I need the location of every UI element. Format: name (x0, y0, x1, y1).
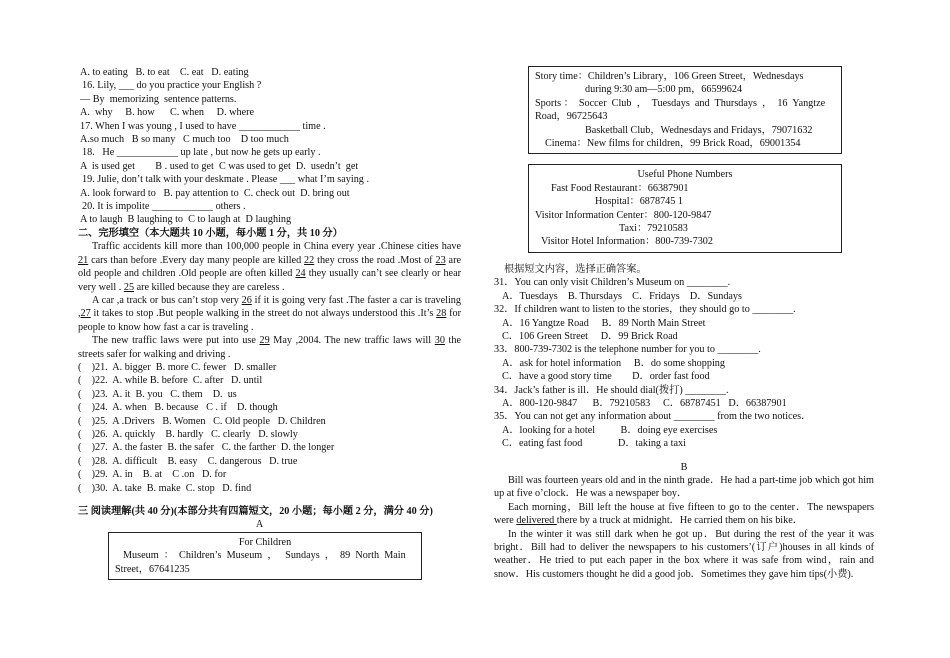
passage-b-paragraph-3: In the winter it was still dark when he got up．But during the rest of the year it was bright．Bill had to deliver the newspapers to his customers’(订户)houses in all kinds of weather．He tried to put each paper in the box where it was safe from wind，rain and snow．His customers thought he did a good job．Sometimes they gave him tips(小费). (494, 528, 874, 580)
rquestions-line: 33．800-739-7302 is the telephone number for you to ________. (494, 344, 761, 356)
rquestions-line: A．16 Yangtze Road B．89 North Main Street (502, 317, 706, 329)
left-pre-line: 19. Julie, don’t talk with your deskmate . Please ___ what I’m saying . (82, 174, 369, 186)
rquestions-line: 32．If children want to listen to the stories，they should go to ________. (494, 304, 796, 316)
blank-26: 26 (241, 294, 252, 306)
rquestions-line: A．looking for a hotel B．doing eye exercises (502, 424, 718, 436)
right-column (494, 66, 874, 581)
cloze-paragraph-2: A car ,a track or bus can’t stop very 26 if it is going very fast .The faster a car is traveling ,27 it takes to stop .But people walking in the street do not always understood this .It’s 28 for people to know how fast a car is traveling . (78, 294, 461, 333)
blank-29: 29 (259, 335, 270, 347)
rbox1-line: Story time：Children’s Library，106 Green Street，Wednesdays (535, 71, 804, 82)
rbox2-line: Hospital：6878745 1 (595, 196, 684, 208)
section3-letter: A (255, 519, 264, 531)
cloze-paragraph-3: The new traffic laws were put into use 29 May ,2004. The new traffic laws will 30 the streets safer for walking and driving . (78, 335, 462, 360)
rquestions-line: 35．You can not get any information about ________ from the two notices． (494, 411, 812, 423)
rbox2-line: Taxi：79210583 (619, 223, 688, 235)
blank-23: 23 (435, 254, 446, 266)
left-pre-line: 17. When I was young , I used to have ____________ time . (80, 120, 326, 132)
left-options-line: ( )27. A. the faster B. the safer C. the farther D. the longer (78, 442, 335, 454)
left-options-line: ( )28. A. difficult B. easy C. dangerous D. true (78, 455, 298, 467)
section2-title: 二、完形填空（本大题共 10 小题，每小题 1 分，共 10 分） (78, 227, 343, 239)
section3-title: 三 阅读理解(共 40 分)(本部分共有四篇短文，20 小题；每小题 2 分，满分 40 分) (78, 506, 433, 517)
left-options-line: ( )25. A .Drivers B. Women C. Old people D. Children (78, 415, 326, 427)
question-list-15-20 (78, 66, 461, 227)
left-pre-line: 16. Lily, ___ do you practice your English ? (82, 80, 262, 92)
left-pre-line: 18. He ____________ up late , but now he gets up early . (82, 147, 321, 159)
rbox2-line: Visitor Hotel Information：800-739-7302 (541, 236, 713, 248)
rbox1-line: Basketball Club，Wednesdays and Fridays，79071632 (585, 124, 813, 136)
blank-27: 27 (80, 308, 91, 320)
phone-list (535, 182, 835, 249)
left-pre-line: — By memorizing sentence patterns. (80, 93, 237, 105)
left-options-line: ( )23. A. it B. you C. them D. us (78, 388, 237, 400)
left-options-line: ( )21. A. bigger B. more C. fewer D. smaller (78, 361, 277, 373)
blank-21: 21 (78, 254, 89, 266)
left-options-line: ( )29. A. in B. at C .on D. for (78, 469, 227, 481)
rquestions-line: 31．You can only visit Children’s Museum on ________. (494, 277, 731, 289)
rbox1-line: Cinema：New films for children，99 Brick Road，69001354 (545, 138, 801, 150)
blank-28: 28 (436, 308, 447, 320)
left-column (78, 66, 461, 580)
left-options-line: ( )24. A. when B. because C . if D. though (78, 402, 278, 414)
left-options-line: ( )30. A. take B. make C. stop D. find (78, 482, 252, 494)
box-line-1: Museum ： Children’s Museum ， Sundays ， 89 North Main (123, 550, 406, 562)
rbox2-line: Fast Food Restaurant：66387901 (551, 182, 689, 194)
rbox1-line: Sports ： Soccer Club ， Tuesdays and Thursdays ， 16 Yangtze (535, 97, 826, 109)
left-pre-line: A. why B. how C. when D. where (80, 107, 255, 119)
rquestions-line: C．106 Green Street D．99 Brick Road (502, 330, 678, 342)
passage-b-paragraph-1: Bill was fourteen years old and in the ninth grade．He had a part-time job which got him up at five o’clock．He was a newspaper boy． (494, 474, 874, 500)
phone-box-title: Useful Phone Numbers (637, 169, 733, 181)
rbox2-line: Visitor Information Center：800-120-9847 (535, 209, 712, 221)
blank-25: 25 (123, 281, 135, 293)
underlined-word: delivered (516, 515, 557, 527)
section-b-letter: B (680, 461, 688, 473)
blank-24: 24 (295, 268, 306, 280)
activities-box (528, 66, 842, 154)
box-title: For Children (238, 536, 292, 548)
rquestions-line: 34．Jack’s father is ill．He should dial(拨打) ________. (494, 384, 729, 396)
rbox1-line: Road，96725643 (535, 111, 608, 123)
for-children-box (108, 532, 422, 580)
left-pre-line: A. look forward to B. pay attention to C. check out D. bring out (80, 187, 350, 199)
left-options-line: ( )26. A. quickly B. hardly C. clearly D. slowly (78, 428, 298, 440)
box-line-2: Street，67641235 (115, 563, 190, 575)
passage-b-paragraph-2: Each morning，Bill left the house at five fifteen to go to the center．The newspapers were delivered there by a truck at midnight．He carried them on his bike． (494, 501, 874, 527)
left-options-line: ( )22. A. while B. before C. after D. until (78, 375, 263, 387)
cloze-options (78, 361, 461, 495)
blank-30: 30 (434, 335, 445, 347)
rquestions-line: A．ask for hotel information B．do some shopping (502, 357, 725, 369)
rquestions-line: C．eating fast food D．taking a taxi (502, 438, 686, 450)
left-pre-line: A to laugh B laughing to C to laugh at D laughing (80, 214, 292, 226)
rquestions-line: A．800-120-9847 B．79210583 C．68787451 D．66387901 (502, 397, 787, 409)
left-pre-line: 20. It is impolite ____________ others . (82, 201, 246, 213)
instruction: 根据短文内容，选择正确答案。 (504, 263, 647, 275)
left-pre-line: A.so much B so many C much too D too much (80, 134, 289, 146)
left-pre-line: A. to eating B. to eat C. eat D. eating (80, 67, 249, 78)
rquestions-line: C．have a good story time D．order fast food (502, 371, 710, 383)
question-list-31-35 (494, 276, 874, 450)
phone-numbers-box (528, 164, 842, 252)
rbox1-line: during 9:30 am—5:00 pm，66599624 (585, 84, 743, 96)
left-pre-line: A is used get B . used to get C was used to get D. usedn’t get (80, 160, 359, 172)
blank-22: 22 (304, 254, 315, 266)
cloze-paragraph-1: Traffic accidents kill more than 100,000 people in China every year .Chinese cities have 21 cars than before .Every day many people are killed 22 they cross the road .Most of 23 are old people and children .Old people are often killed 24 they usually can’t see clearly or hear very well . 25 are killed because they are careless . (78, 241, 461, 293)
rquestions-line: A．Tuesdays B. Thursdays C．Fridays D．Sundays (502, 290, 742, 302)
